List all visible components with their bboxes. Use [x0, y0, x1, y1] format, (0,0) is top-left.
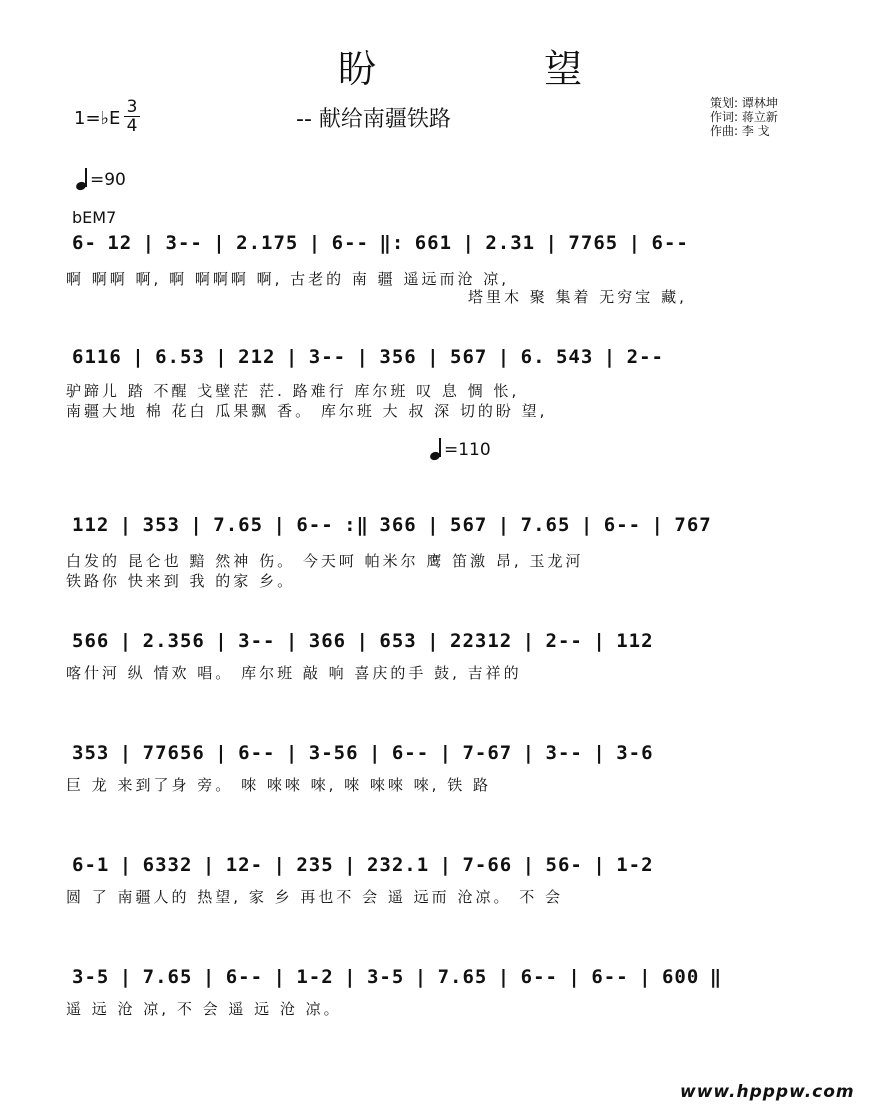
notation-line-7: 3-5 | 7.65 | 6-- | 1-2 | 3-5 | 7.65 | 6-- | 6-- | 600 ‖	[72, 966, 723, 988]
credit-planner: 策划: 谭林坤	[710, 96, 778, 110]
chord-symbol: bEM7	[72, 208, 117, 227]
subtitle: -- 献给南疆铁路	[296, 107, 451, 132]
notation-line-2: 6116 | 6.53 | 212 | 3-- | 356 | 567 | 6. 543 | 2--	[72, 346, 664, 368]
notation-line-4: 566 | 2.356 | 3-- | 366 | 653 | 22312 | 2-- | 112	[72, 630, 654, 652]
time-signature-numerator: 3	[124, 98, 140, 117]
lyric-line-7: 遥 远 沧 凉, 不 会 遥 远 沧 凉。	[66, 1000, 342, 1018]
quarter-note-icon	[430, 438, 442, 460]
tempo-value-2: =110	[444, 440, 491, 460]
notation-line-1: 6- 12 | 3-- | 2.175 | 6-- ‖: 661 | 2.31 | 7765 | 6--	[72, 232, 689, 254]
key-signature: 1=♭E	[74, 108, 121, 129]
lyric-line-5: 巨 龙 来到了身 旁。 唻 唻唻 唻, 唻 唻唻 唻, 铁 路	[66, 776, 491, 794]
tempo-marking-2	[430, 438, 491, 460]
tempo-marking	[76, 168, 126, 190]
time-signature-denominator: 4	[126, 116, 138, 136]
lyric-line-2a: 驴蹄儿 踏 不醒 戈壁茫 茫. 路难行 库尔班 叹 息 惆 怅,	[66, 382, 520, 400]
credit-lyricist: 作词: 蒋立新	[710, 110, 778, 124]
watermark: www.hpppw.com	[680, 1082, 855, 1102]
notation-line-5: 353 | 77656 | 6-- | 3-56 | 6-- | 7-67 | 3-- | 3-6	[72, 742, 654, 764]
lyric-line-2b: 南疆大地 棉 花白 瓜果飘 香。 库尔班 大 叔 深 切的盼 望,	[66, 402, 548, 420]
lyric-line-3b: 铁路你 快来到 我 的家 乡。	[66, 572, 296, 590]
lyric-line-6: 圆 了 南疆人的 热望, 家 乡 再也不 会 遥 远而 沧凉。 不 会	[66, 888, 563, 906]
page-title: 盼 望	[338, 47, 661, 91]
notation-line-3: 112 | 353 | 7.65 | 6-- :‖ 366 | 567 | 7.65 | 6-- | 767	[72, 514, 712, 536]
lyric-line-3a: 白发的 昆仑也 黯 然神 伤。 今天呵 帕米尔 鹰 笛激 昂, 玉龙河	[66, 552, 584, 570]
time-signature	[124, 98, 140, 135]
quarter-note-icon	[76, 168, 88, 190]
tempo-value: =90	[90, 170, 126, 190]
credits	[710, 96, 778, 138]
lyric-line-1b: 塔里木 聚 集着 无穷宝 藏,	[468, 288, 687, 306]
notation-line-6: 6-1 | 6332 | 12- | 235 | 232.1 | 7-66 | 56- | 1-2	[72, 854, 654, 876]
lyric-line-1a: 啊 啊啊 啊, 啊 啊啊啊 啊, 古老的 南 疆 遥远而沧 凉,	[66, 270, 509, 288]
lyric-line-4: 喀什河 纵 情欢 唱。 库尔班 敲 响 喜庆的手 鼓, 吉祥的	[66, 664, 522, 682]
credit-composer: 作曲: 李 戈	[710, 124, 770, 138]
